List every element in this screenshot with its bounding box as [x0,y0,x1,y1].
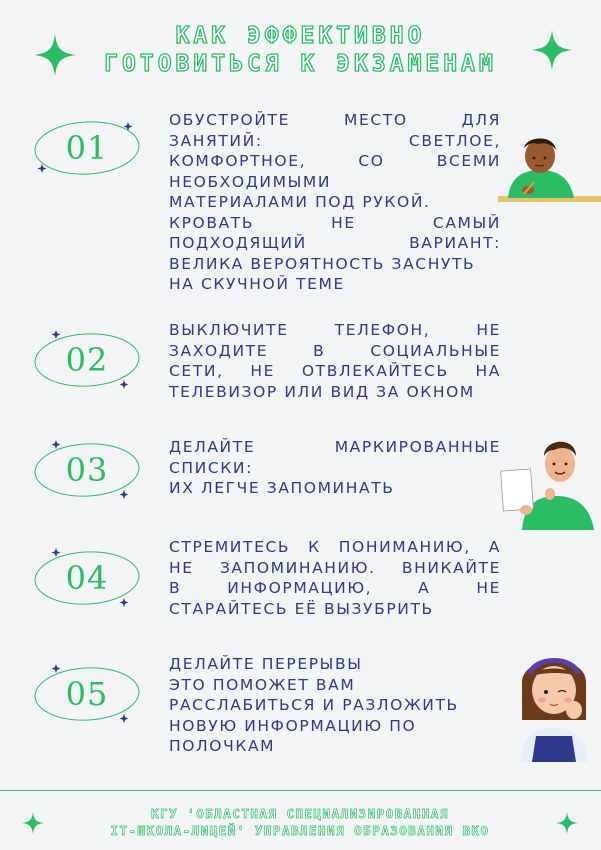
footer-line-2: IT-ШКОЛА-ЛИЦЕЙ' УПРАВЛЕНИЯ ОБРАЗОВАНИЯ ВКО [110,823,490,838]
item-line: РАССЛАБИТЬСЯ И РАЗЛОЖИТЬ [169,696,459,714]
boy-studying-illustration [488,132,601,208]
footer-organization [60,805,540,839]
item-line: ЭТО ПОМОЖЕТ ВАМ [169,675,356,694]
footer-line-1: КГУ 'ОБЛАСТНАЯ СПЕЦИАЛИЗИРОВАННАЯ [151,806,449,821]
item-line: ЗАХОДИТЕ В СОЦИАЛЬНЫЕ [169,341,501,360]
item-line: ОБУСТРОЙТЕ МЕСТО ДЛЯ [169,111,501,129]
item-line: ЗАНЯТИЙ: СВЕТЛОЕ, [169,131,501,150]
item-line: СЕТИ, НЕ ОТВЛЕКАЙТЕСЬ НА [169,362,501,380]
item-number-badge-05 [32,664,142,724]
item-line: НОВУЮ ИНФОРМАЦИЮ ПО [169,716,417,735]
item-number: 02 [65,341,109,379]
item-line: КРОВАТЬ НЕ САМЫЙ [169,213,501,232]
sparkle-star-icon [34,34,76,76]
item-line: ПОЛОЧКАМ [169,737,276,755]
item-line: СТАРАЙТЕСЬ ЕЁ ВЫЗУБРИТЬ [169,599,434,618]
page-title [0,22,601,78]
item-number-badge-02 [32,330,142,390]
item-number: 01 [65,129,109,167]
item-line: НЕ ЗАПОМИНАНИЮ. ВНИКАЙТЕ [169,558,501,577]
item-line: ТЕЛЕВИЗОР ИЛИ ВИД ЗА ОКНОМ [169,382,475,401]
item-line: ВЕЛИКА ВЕРОЯТНОСТЬ ЗАСНУТЬ [169,254,476,273]
item-line: НЕОБХОДИМЫМИ [169,172,332,191]
item-line: ДЕЛАЙТЕ ПЕРЕРЫВЫ [169,655,363,673]
item-line: КОМФОРТНОЕ, СО ВСЕМИ [169,152,501,170]
item-number: 04 [65,559,109,597]
item-number-badge-04 [32,548,142,608]
item-line: ВЫКЛЮЧИТЕ ТЕЛЕФОН, НЕ [169,321,501,339]
item-number-badge-03 [32,440,142,500]
footer-divider [0,790,601,791]
item-line: ПОДХОДЯЩИЙ ВАРИАНТ: [169,234,501,252]
title-line-1: КАК ЭФФЕКТИВНО [175,23,426,49]
title-line-2: ГОТОВИТЬСЯ К ЭКЗАМЕНАМ [104,51,497,77]
item-number: 05 [65,675,109,713]
item-text-02 [169,320,501,402]
item-text-01 [169,110,501,295]
item-text-05 [169,654,501,757]
item-line: ДЕЛАЙТЕ МАРКИРОВАННЫЕ [169,438,501,456]
item-text-03 [169,437,501,499]
sparkle-star-icon [532,30,572,70]
boy-with-paper-illustration [498,430,598,530]
item-text-04 [169,537,501,619]
sparkle-star-icon [22,812,44,834]
item-line: МАТЕРИАЛАМИ ПОД РУКОЙ. [169,193,431,211]
girl-thinking-illustration [514,644,594,762]
item-line: СПИСКИ: [169,458,253,477]
item-line: СТРЕМИТЕСЬ К ПОНИМАНИЮ, А [169,538,501,556]
item-line: ИХ ЛЕГЧЕ ЗАПОМИНАТЬ [169,479,395,497]
item-line: В ИНФОРМАЦИЮ, А НЕ [169,579,501,597]
item-number: 03 [65,451,109,489]
sparkle-star-icon [556,812,578,834]
item-number-badge-01 [32,118,142,178]
item-line: НА СКУЧНОЙ ТЕМЕ [169,275,345,293]
